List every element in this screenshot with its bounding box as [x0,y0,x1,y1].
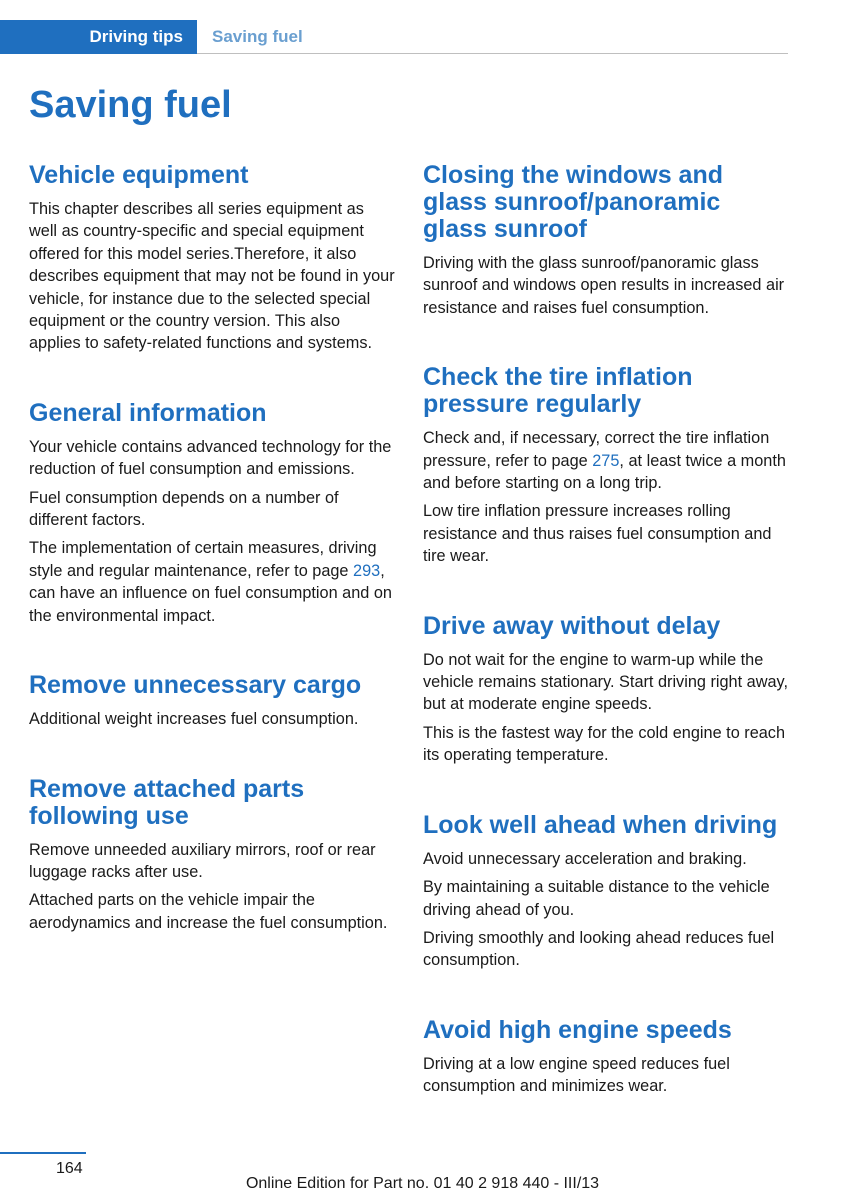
text-span: , at least twice a month and before starting on a long trip. [423,451,786,493]
paragraph: Attached parts on the vehicle impair the aerodynamics and increase the fuel consumption. [29,891,388,932]
section-remove-parts [29,776,395,935]
paragraph [29,537,395,627]
text-span: Check and, if necessary, correct the tire inflation pressure, refer to page [423,429,770,470]
text-span: , can have an influence on fuel consumption and on the environmental impact. [29,561,392,625]
paragraph: This chapter describes all series equipment as well as country-specific and special equipment offered for this model series.Therefore, it also describes equipment that may not be found in your vehicle, for instance due to the selected special equipment or the country version. This also applies to safety-related functions and systems. [29,200,395,353]
chapter-tab-label: Driving tips [89,27,183,46]
section-tire-pressure [423,364,789,567]
page-title: Saving fuel [29,84,232,126]
heading-look-ahead: Look well ahead when driving [423,810,778,839]
heading-closing-windows: Closing the windows and glass sunroof/panoramic glass sunroof [423,161,723,243]
edition-note: Online Edition for Part no. 01 40 2 918 440 - III/13 [245,1175,600,1192]
heading-tire-pressure: Check the tire inflation pressure regularly [423,363,693,419]
paragraph: Do not wait for the engine to warm-up while the vehicle remains stationary. Start driving right away, but at moderate engine speeds. [423,650,788,714]
page-reference-link[interactable]: 275 [592,451,620,470]
paragraph: Additional weight increases fuel consumption. [29,710,359,729]
section-engine-speeds [423,1017,789,1098]
header-divider [197,53,788,54]
section-look-ahead [423,812,789,972]
paragraph: Driving at a low engine speed reduces fuel consumption and minimizes wear. [423,1054,730,1096]
section-general-information [29,400,395,627]
paragraph: Remove unneeded auxiliary mirrors, roof or rear luggage racks after use. [29,840,376,881]
right-column [423,162,789,1098]
left-column [29,162,395,934]
page-reference-link[interactable]: 293 [353,561,381,580]
section-tab[interactable] [212,20,303,54]
section-closing-windows [423,162,789,319]
paragraph: Fuel consumption depends on a number of different factors. [29,488,339,530]
paragraph: Driving with the glass sunroof/panoramic glass sunroof and windows open results in increased air resistance and raises fuel consumption. [423,254,785,317]
heading-engine-speeds: Avoid high engine speeds [423,1015,732,1044]
heading-remove-parts: Remove attached parts following use [29,774,305,830]
section-tab-label: Saving fuel [212,27,303,46]
text-span: The implementation of certain measures, driving style and regular maintenance, refer to page [29,539,377,580]
chapter-tab[interactable] [0,20,197,54]
heading-general-information: General information [29,398,267,427]
paragraph: This is the fastest way for the cold engine to reach its operating temperature. [423,723,785,765]
heading-remove-cargo: Remove unnecessary cargo [29,671,362,700]
page-number: 164 [56,1160,83,1177]
paragraph: Avoid unnecessary acceleration and braking. [423,849,747,868]
paragraph: Driving smoothly and looking ahead reduces fuel consumption. [423,928,775,970]
paragraph: Your vehicle contains advanced technology for the reduction of fuel consumption and emissions. [29,437,392,479]
paragraph: Low tire inflation pressure increases rolling resistance and thus raises fuel consumption and tire wear. [423,502,772,566]
section-drive-away [423,613,789,767]
section-remove-cargo [29,672,395,730]
heading-vehicle-equipment: Vehicle equipment [29,161,249,189]
paragraph [423,427,789,494]
paragraph: By maintaining a suitable distance to the vehicle driving ahead of you. [423,878,770,919]
section-vehicle-equipment [29,162,395,355]
footer-accent-line [0,1152,86,1154]
header-bar [0,20,788,54]
heading-drive-away: Drive away without delay [423,611,721,640]
